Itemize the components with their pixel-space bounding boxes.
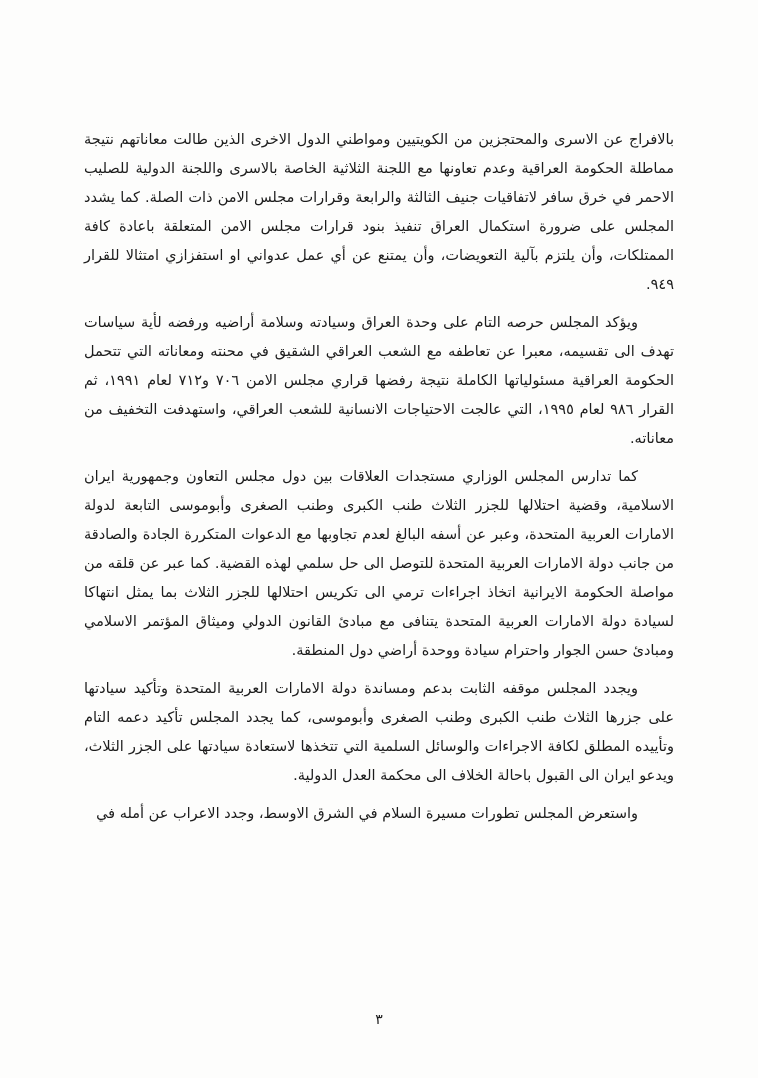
paragraph-uae-support: ويجدد المجلس موقفه الثابت بدعم ومساندة دولة الامارات العربية المتحدة وتأكيد سيادتها على جزرها الثلاث طنب الكبرى وطنب الصغرى وأبوموسى، كما يجدد المجلس تأكيد دعمه التام وتأييده المطلق لكافة الاجراءات والوسائل السلمية التي تتخذها لاستعادة سيادتها على الجزر الثلاث، ويدعو ايران الى القبول باحالة الخلاف الى محكمة العدل الدولية. [84, 681, 674, 784]
paragraph-peace-process: واستعرض المجلس تطورات مسيرة السلام في الشرق الاوسط، وجدد الاعراب عن أمله في [96, 806, 638, 822]
paragraph-continuation: بالافراج عن الاسرى والمحتجزين من الكويتيين ومواطني الدول الاخرى الذين طالت معاناتهم نتيجة مماطلة الحكومة العراقية وعدم تعاونها مع اللجنة الثلاثية الخاصة بالاسرى واللجنة الدولية للصليب الاحمر في خرق سافر لاتفاقيات جنيف الثالثة والرابعة وقرارات مجلس الامن ذات الصلة. كما يشدد المجلس على ضرورة استكمال العراق تنفيذ بنود قرارات مجلس الامن المتعلقة باعادة كافة الممتلكات، وأن يلتزم بآلية التعويضات، وأن يمتنع عن أي عمل عدواني او استفزازي امتثالا للقرار ٩٤٩. [84, 132, 674, 293]
page-number: ٣ [375, 1012, 383, 1028]
paragraph-iraq-unity: ويؤكد المجلس حرصه التام على وحدة العراق وسيادته وسلامة أراضيه ورفضه لأية سياسات تهدف الى تقسيمه، معبرا عن تعاطفه مع الشعب العراقي الشقيق في محنته ومعاناته التي تتحمل الحكومة العراقية مسئولياتها الكاملة نتيجة رفضها قراري مجلس الامن ٧٠٦ و٧١٢ لعام ١٩٩١، ثم القرار ٩٨٦ لعام ١٩٩٥، التي عالجت الاحتياجات الانسانية للشعب العراقي، واستهدفت التخفيف من معاناته. [84, 315, 674, 447]
document-body [84, 126, 674, 838]
paragraph-iran-islands: كما تدارس المجلس الوزاري مستجدات العلاقات بين دول مجلس التعاون وجمهورية ايران الاسلامية، وقضية احتلالها للجزر الثلاث طنب الكبرى وطنب الصغرى وأبوموسى التابعة لدولة الامارات العربية المتحدة، وعبر عن أسفه البالغ لعدم تجاوبها مع الدعوات المتكررة الجادة والصادقة من جانب دولة الامارات العربية المتحدة للتوصل الى حل سلمي لهذه القضية. كما عبر عن قلقه من مواصلة الحكومة الايرانية اتخاذ اجراءات ترمي الى تكريس احتلالها للجزر الثلاث بما يمثل انتهاكا لسيادة دولة الامارات العربية المتحدة يتنافى مع مبادئ القانون الدولي وميثاق المؤتمر الاسلامي ومبادئ حسن الجوار واحترام سيادة ووحدة أراضي دول المنطقة. [84, 469, 674, 659]
